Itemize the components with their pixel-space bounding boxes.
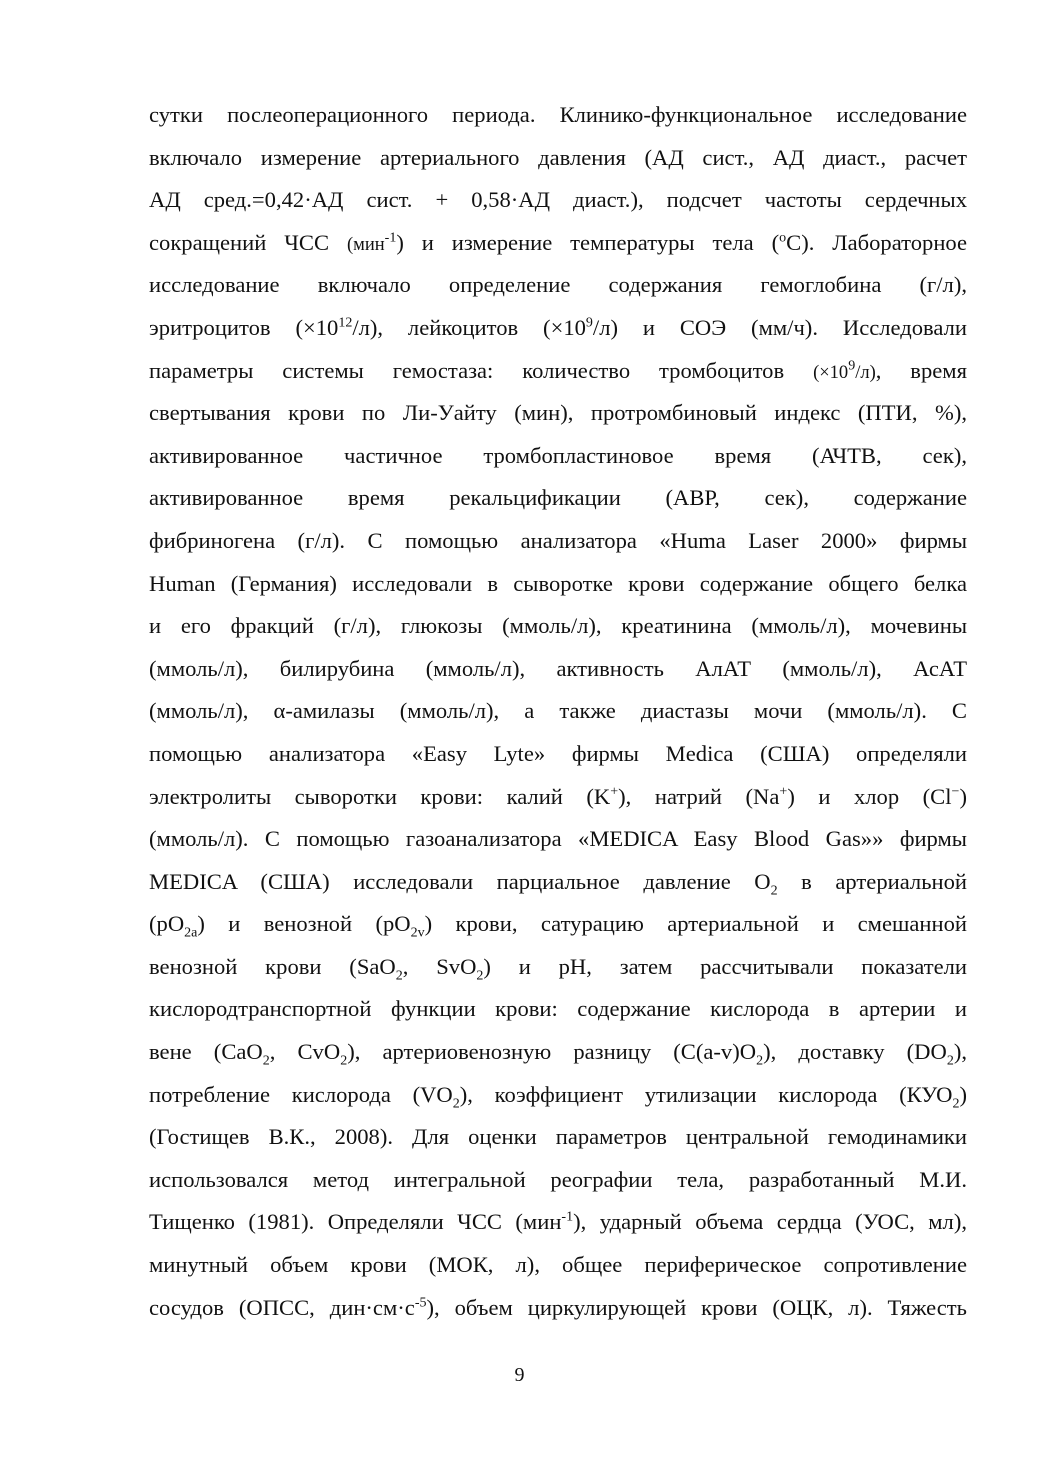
text-line: [149, 733, 967, 776]
text-segment: ) и измерение температуры тела (: [396, 229, 780, 255]
text-segment: кислородтранспортной функции крови: содержание кислорода в артерии и: [149, 996, 967, 1022]
text-segment: АД сред.=0,42·АД сист. + 0,58·АД диаст.), подсчет частоты сердечных: [149, 187, 967, 213]
text-segment: и его фракций (г/л), глюкозы (ммоль/л), креатинина (ммоль/л), мочевины: [149, 613, 967, 639]
text-segment: эритроцитов (×10: [149, 314, 339, 340]
text-segment: ): [959, 783, 967, 809]
superscript: -1: [384, 230, 397, 246]
text-line: [149, 94, 967, 137]
text-line: [149, 988, 967, 1031]
text-segment: (×10: [813, 361, 849, 383]
text-line: [149, 1116, 967, 1159]
text-segment: Тищенко (1981). Определяли ЧСС (мин: [149, 1209, 562, 1235]
text-line: [149, 179, 967, 222]
text-segment: (ммоль/л), α-амилазы (ммоль/л), а также диастазы мочи (ммоль/л). С: [149, 698, 967, 724]
text-segment: ) и хлор (Cl: [787, 783, 952, 809]
text-line: [149, 605, 967, 648]
text-segment: использовался метод интегральной реографии тела, разработанный М.И.: [149, 1166, 967, 1192]
text-segment: /л) и СОЭ (мм/ч). Исследовали: [592, 314, 968, 340]
text-segment: , CvO: [269, 1039, 341, 1065]
superscript: -1: [561, 1209, 574, 1225]
text-segment: ), объем циркулирующей крови (ОЦК, л). Тяжесть: [426, 1294, 967, 1320]
text-line: [149, 1159, 967, 1202]
superscript: -5: [414, 1295, 427, 1311]
text-segment: электролиты сыворотки крови: калий (K: [149, 783, 611, 809]
text-segment: параметры системы гемостаза: количество тромбоцитов: [149, 357, 814, 383]
superscript: 12: [338, 315, 353, 331]
text-segment: ),: [953, 1039, 967, 1065]
text-segment: ) и венозной (pO: [197, 911, 411, 937]
text-segment: фибриногена (г/л). С помощью анализатора «Huma Laser 2000» фирмы: [149, 527, 967, 553]
text-line: [149, 477, 967, 520]
text-line: [149, 903, 967, 946]
text-line: [149, 861, 967, 904]
page-number: 9: [514, 1364, 525, 1386]
text-line: [149, 520, 967, 563]
text-segment: (pO: [149, 911, 185, 937]
text-segment: ), доставку (DO: [763, 1039, 947, 1065]
text-line: [149, 1074, 967, 1117]
text-line: [149, 776, 967, 819]
superscript: −: [951, 783, 960, 799]
text-segment: сосудов (ОПСС, дин·см·с: [149, 1294, 415, 1320]
text-line: [149, 690, 967, 733]
text-segment: ), коэффициент утилизации кислорода (КУО: [459, 1081, 953, 1107]
text-segment: сутки послеоперационного периода. Клинико-функциональное исследование: [149, 102, 967, 127]
subscript: 2: [452, 1096, 460, 1112]
text-segment: потребление кислорода (VO: [149, 1081, 453, 1107]
text-segment: (Гостищев В.К., 2008). Для оценки параметров центральной гемодинамики: [149, 1124, 967, 1150]
text-segment: (мин: [346, 233, 385, 255]
subscript: 2v: [410, 925, 425, 941]
subscript: 2: [952, 1096, 960, 1112]
text-line: [149, 818, 967, 861]
subscript: 2a: [184, 925, 198, 941]
text-segment: (ммоль/л). С помощью газоанализатора «MEDICA Easy Blood Gas»» фирмы: [149, 826, 967, 852]
subscript: 2: [262, 1053, 270, 1069]
text-segment: Human (Германия) исследовали в сыворотке крови содержание общего белка: [149, 570, 967, 596]
text-line: [149, 563, 967, 606]
text-segment: в артериальной: [777, 868, 967, 894]
text-line: [149, 350, 967, 393]
text-segment: MEDICA (США) исследовали парциальное давление O: [149, 868, 771, 894]
text-line: [149, 1201, 967, 1244]
text-line: [149, 1244, 967, 1287]
superscript: 9: [848, 358, 856, 374]
superscript: +: [610, 783, 619, 799]
text-segment: минутный объем крови (МОК, л), общее периферическое сопротивление: [149, 1252, 967, 1278]
text-line: [149, 222, 967, 265]
text-segment: помощью анализатора «Easy Lyte» фирмы Medica (США) определяли: [149, 740, 967, 766]
text-segment: вене (CaO: [149, 1039, 263, 1065]
subscript: 2: [946, 1053, 954, 1069]
subscript: 2: [395, 968, 403, 984]
superscript: +: [779, 783, 788, 799]
text-segment: сокращений ЧСС: [149, 229, 347, 255]
text-segment: включало измерение артериального давления (АД сист., АД диаст., расчет: [149, 144, 967, 170]
text-segment: ), натрий (Na: [618, 783, 780, 809]
text-line: [149, 264, 967, 307]
text-segment: венозной крови (SaO: [149, 953, 396, 979]
text-segment: С). Лабораторное: [786, 229, 968, 255]
text-segment: активированное частичное тромбопластиновое время (АЧТВ, сек),: [149, 442, 967, 468]
text-segment: ), артериовенозную разницу (C(a-v)O: [347, 1039, 757, 1065]
superscript: 9: [585, 315, 593, 331]
text-line: [149, 307, 967, 350]
text-line: [149, 1287, 967, 1330]
superscript: o: [779, 230, 787, 246]
text-line: [149, 137, 967, 180]
text-segment: свертывания крови по Ли-Уайту (мин), протромбиновый индекс (ПТИ, %),: [149, 400, 967, 426]
text-line: [149, 1031, 967, 1074]
text-segment: ), ударный объема сердца (УОС, мл),: [573, 1209, 967, 1235]
text-line: [149, 946, 967, 989]
subscript: 2: [476, 968, 484, 984]
text-segment: ) крови, сатурацию артериальной и смешанной: [424, 911, 968, 937]
body-text: [149, 94, 967, 1329]
text-line: [149, 435, 967, 478]
text-segment: ) и pH, затем рассчитывали показатели: [483, 953, 967, 979]
text-segment: /л), лейкоцитов (×10: [352, 314, 586, 340]
text-segment: /л): [855, 361, 876, 383]
text-segment: активированное время рекальцификации (АВР, сек), содержание: [149, 485, 967, 511]
text-segment: , время: [875, 357, 967, 383]
subscript: 2: [340, 1053, 348, 1069]
text-line: [149, 392, 967, 435]
text-segment: , SvO: [402, 953, 477, 979]
text-segment: ): [959, 1081, 967, 1107]
subscript: 2: [770, 883, 778, 899]
text-segment: (ммоль/л), билирубина (ммоль/л), активность АлАТ (ммоль/л), АсАТ: [149, 655, 967, 681]
subscript: 2: [756, 1053, 764, 1069]
text-segment: исследование включало определение содержания гемоглобина (г/л),: [149, 272, 967, 298]
text-line: [149, 648, 967, 691]
